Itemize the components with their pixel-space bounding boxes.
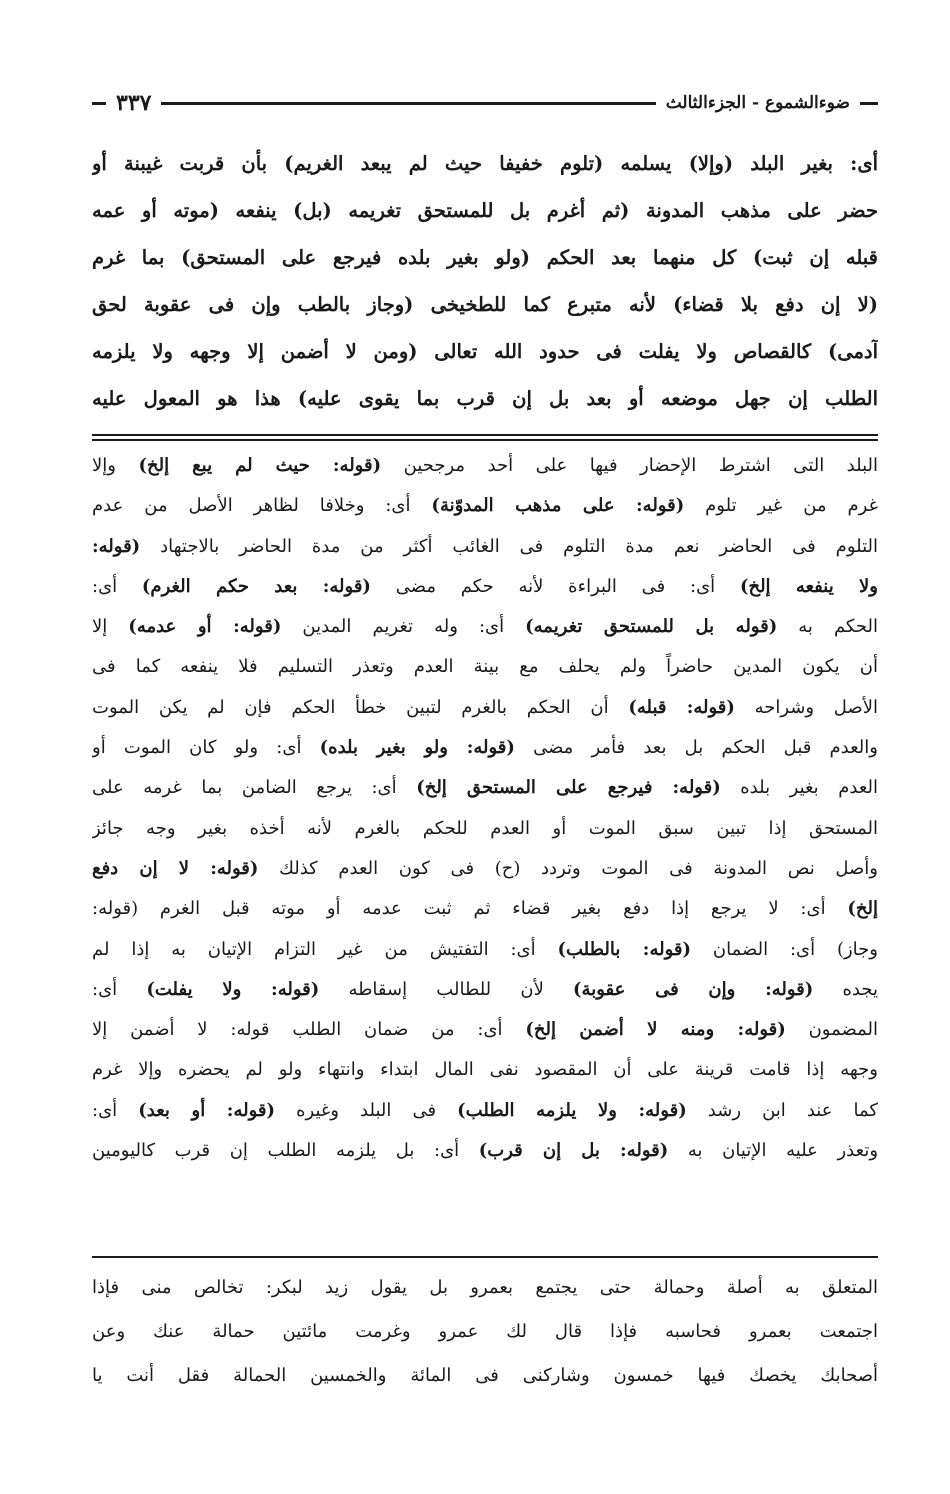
commentary-line <box>92 1010 878 1050</box>
commentary-segment: المضمون <box>785 1019 878 1041</box>
commentary-lemma: (قوله: بالطلب) <box>557 938 691 960</box>
main-text-line: أى: بغير البلد (وإلا) يسلمه (تلوم خفيفا حيث لم يبعد الغريم) بأن قربت غيبنة أو <box>92 152 878 175</box>
commentary-segment: أى: <box>92 1099 139 1121</box>
commentary-segment: وتعذر عليه الإتيان به <box>668 1140 878 1162</box>
commentary-segment: التلوم فى الحاضر نعم مدة التلوم فى الغائب أكثر من مدة الحاضر بالاجتهاد <box>140 535 878 557</box>
main-text-line: حضر على مذهب المدونة (ثم أغرم بل للمستحق تغريمه (بل) ينفعه (موته أو عمه <box>92 199 878 222</box>
commentary-lemma: (قوله: لا إن دفع <box>92 857 259 879</box>
commentary-segment: أى: وخلافا لظاهر الأصل من عدم <box>92 495 432 517</box>
commentary-lemma: إلخ) <box>847 898 878 920</box>
commentary-line <box>92 849 878 889</box>
commentary-lemma: (قوله: ولو بغير بلده) <box>319 737 515 759</box>
page-number: ٣٣٧ <box>106 86 161 120</box>
commentary-line <box>92 809 878 849</box>
commentary-segment: أى: لا يرجع إذا دفع بغير قضاء ثم ثبت عدمه أو موته قبل الغرم (قوله: <box>92 898 848 920</box>
main-text-line: قبله إن ثبت) كل منهما بعد الحكم (ولو بغير بلده فيرجع على المستحق) بما غرم <box>92 246 878 269</box>
commentary-segment: أى: <box>92 575 142 597</box>
commentary-segment: أى: <box>92 978 147 1000</box>
commentary-segment: الحكم به <box>777 616 878 638</box>
commentary-segment: لأن للطالب إسقاطه <box>319 978 574 1000</box>
commentary-lemma: (قوله: بل إن قرب) <box>478 1140 669 1162</box>
commentary-line <box>92 607 878 647</box>
commentary-lemma: (قوله: بعد حكم الغرم) <box>141 575 371 597</box>
commentary-line <box>92 970 878 1010</box>
commentary-segment: إلا <box>92 616 129 638</box>
commentary-segment: كما عند ابن رشد <box>686 1099 878 1121</box>
commentary-line <box>92 1091 878 1131</box>
commentary-segment: المستحق إذا تبين سبق الموت أو العدم للحكم بالغرم لأنه أخذه بغير وجه جائز <box>92 817 878 839</box>
main-text-line: آدمى) كالقصاص ولا يفلت فى حدود الله تعالى (ومن لا أضمن إلا وجهه ولا يلزمه <box>92 340 878 363</box>
commentary-line <box>92 527 878 567</box>
footnote-line: اجتمعت بعمرو فحاسبه فإذا قال لك عمرو وغرمت مائتين حمالة عنك وعن <box>92 1321 878 1342</box>
commentary-lemma: (قوله: <box>92 535 141 557</box>
commentary-line <box>92 1050 878 1090</box>
commentary-segment: وإلا <box>92 455 139 476</box>
commentary-lemma: (قوله: على مذهب المدوّنة) <box>431 495 685 517</box>
commentary-segment: أن الحكم بالغرم لتبين خطأ الحكم فإن لم يكن الموت <box>92 696 629 718</box>
commentary-line <box>92 647 878 687</box>
double-rule-divider <box>92 434 878 441</box>
main-text <box>92 140 878 422</box>
running-title: ضوءالشموع - الجزءالثالث <box>656 86 860 120</box>
commentary-segment: وجاز) أى: الضمان <box>691 938 878 960</box>
commentary-line <box>92 1131 878 1171</box>
main-text-line: (لا إن دفع بلا قضاء) لأنه متبرع كما للطخيخى (وجاز بالطب وإن فى عقوبة لحق <box>92 293 878 316</box>
commentary-segment: وأصل نص المدونة فى الموت وتردد (ح) فى كون العدم كذلك <box>258 857 878 879</box>
commentary-segment: أى: يرجع الضامن بما غرمه على <box>92 777 417 799</box>
commentary-segment: وجهه إذا قامت قرينة على أن المقصود نفى المال ابتداء وانتهاء ولو لم يحضره وإلا غرم <box>92 1059 878 1081</box>
commentary-segment: فى البلد وغيره <box>275 1099 458 1121</box>
commentary-lemma: (قوله: حيث لم يبع إلخ) <box>138 455 382 476</box>
main-text-line: الطلب إن جهل موضعه أو بعد بل إن قرب بما يقوى عليه) هذا هو المعول عليه <box>92 387 878 410</box>
commentary-line <box>92 889 878 929</box>
commentary-lemma: (قوله: ولا يلزمه الطلب) <box>457 1099 687 1121</box>
footnote-text <box>92 1266 878 1398</box>
commentary-segment: غرم من غير تلوم <box>684 495 878 517</box>
commentary-lemma: (قوله: فيرجع على المستحق إلخ) <box>416 777 721 799</box>
commentary-segment: يجده <box>813 978 878 1000</box>
commentary-segment: أى: التفتيش من غير التزام الإتيان به إذا لم <box>92 938 558 960</box>
commentary-text <box>92 446 878 1171</box>
commentary-segment: الأصل وشراحه <box>734 696 878 718</box>
commentary-segment: أن يكون المدين حاضراً ولم يحلف مع بينة العدم وتعذر التسليم فلا ينفعه كما فى <box>92 656 878 678</box>
footnote-divider <box>92 1256 878 1258</box>
commentary-line <box>92 446 878 486</box>
commentary-line <box>92 567 878 607</box>
commentary-lemma: (قوله: أو عدمه) <box>128 616 282 638</box>
commentary-segment: أى: ولو كان الموت أو <box>92 737 320 759</box>
commentary-segment: أى: فى البراءة لأنه حكم مضى <box>370 575 740 597</box>
running-header <box>92 86 878 120</box>
footnote-line: المتعلق به أصلة وحمالة حتى يجتمع بعمرو بل يقول زيد لبكر: تخالص منى فإذا <box>92 1277 878 1298</box>
commentary-line <box>92 930 878 970</box>
commentary-segment: أى: بل يلزمه الطلب إن قرب كاليومين <box>92 1140 479 1162</box>
commentary-segment: والعدم قبل الحكم بل بعد فأمر مضى <box>514 737 878 759</box>
commentary-lemma: (قوله: أو بعد) <box>138 1099 276 1121</box>
commentary-lemma: (قوله: وإن فى عقوبة) <box>573 978 814 1000</box>
commentary-segment: البلد التى اشترط الإحضار فيها على أحد مرجحين <box>381 455 878 476</box>
commentary-lemma: (قوله: ومنه لا أضمن إلخ) <box>525 1019 786 1041</box>
commentary-line <box>92 688 878 728</box>
commentary-line <box>92 768 878 808</box>
commentary-lemma: (قوله بل للمستحق تغريمه) <box>525 616 778 638</box>
commentary-lemma: (قوله: قبله) <box>628 696 735 718</box>
footnote-line: أصحابك يخصك فيها خمسون وشاركنى فى المائة والخمسين الحمالة فقل أنت يا <box>92 1365 878 1386</box>
commentary-line <box>92 486 878 526</box>
commentary-lemma: ولا ينفعه إلخ) <box>739 575 878 597</box>
commentary-segment: أى: من ضمان الطلب قوله: لا أضمن إلا <box>92 1019 526 1041</box>
commentary-segment: أى: وله تغريم المدين <box>281 616 526 638</box>
commentary-line <box>92 728 878 768</box>
commentary-lemma: (قوله: ولا يفلت) <box>146 978 320 1000</box>
commentary-segment: العدم بغير بلده <box>720 777 878 799</box>
